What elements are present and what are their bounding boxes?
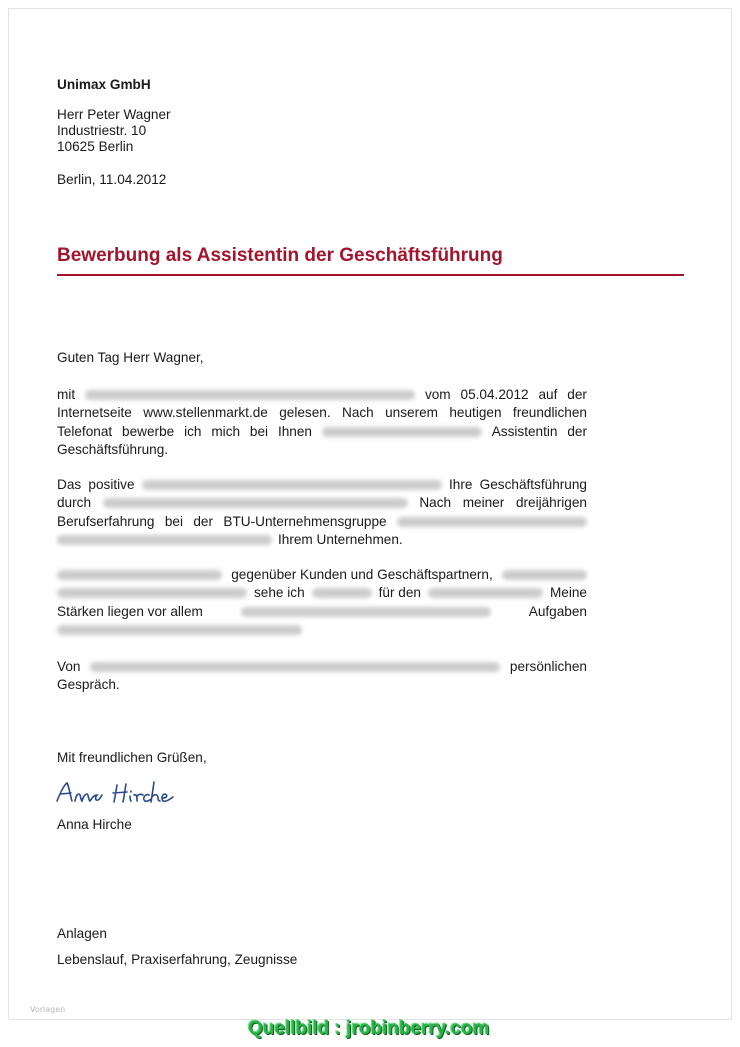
text-run: heutigen: [449, 405, 502, 421]
text-run: Berufserfahrung: [57, 513, 155, 529]
redacted-text: [57, 588, 247, 598]
recipient-city: 10625 Berlin: [57, 139, 134, 154]
text-run: BTU-Unternehmensgruppe: [223, 513, 387, 529]
text-run: bei: [249, 423, 269, 439]
date-line: Berlin, 11.04.2012: [57, 172, 167, 187]
text-run: positive: [88, 477, 135, 492]
redacted-text: [241, 607, 491, 617]
text-run: Ihre: [448, 477, 473, 492]
text-run: mit: [57, 387, 76, 402]
text-run: vom: [424, 387, 451, 402]
redacted-text: [57, 570, 222, 580]
redacted-text: [57, 535, 272, 545]
text-run: Geschäftsführung.: [57, 441, 169, 457]
text-run: persönlichen: [509, 659, 587, 674]
redacted-text: [90, 662, 500, 672]
text-run: Von: [57, 659, 81, 674]
text-run: 05.04.2012: [460, 387, 529, 402]
paragraph-line: [57, 404, 587, 422]
paragraph-4: [57, 658, 587, 695]
paragraph-line: [57, 566, 587, 584]
text-run: Geschäftsführung: [479, 477, 587, 492]
redacted-text: [85, 390, 415, 400]
text-run: meiner: [462, 495, 505, 511]
paragraph-1: [57, 386, 587, 459]
text-run: durch: [57, 495, 92, 511]
paragraph-line: [57, 658, 587, 676]
paragraph-line: [57, 513, 587, 531]
subject-heading: Bewerbung als Assistentin der Geschäftsführung: [57, 245, 503, 266]
attachments-list: Lebenslauf, Praxiserfahrung, Zeugnisse: [57, 952, 298, 967]
text-run: bewerbe: [122, 423, 175, 439]
footer-watermark: Vorlagen: [30, 1005, 66, 1014]
redacted-text: [103, 498, 408, 508]
text-run: Nach: [342, 405, 374, 421]
paragraph-line: [57, 441, 587, 459]
text-run: der: [567, 387, 587, 402]
paragraph-line: [57, 531, 587, 549]
paragraph-line: [57, 476, 587, 494]
paragraph-line: [57, 584, 587, 602]
text-run: dreijährigen: [515, 495, 587, 511]
text-run: der: [567, 423, 587, 439]
redacted-text: [57, 625, 302, 635]
text-run: Nach: [419, 495, 452, 511]
handwritten-signature: [55, 777, 185, 811]
text-run: mich: [211, 423, 241, 439]
text-run: Stärken liegen vor allem: [57, 603, 203, 619]
paragraph-line: [57, 603, 587, 621]
text-run: auf: [538, 387, 558, 402]
greeting: Guten Tag Herr Wagner,: [57, 350, 204, 365]
paragraph-line: [57, 676, 587, 694]
redacted-text: [502, 570, 587, 580]
subject-rule: [57, 274, 684, 276]
redacted-text: [142, 480, 442, 490]
text-run: Internetseite: [57, 405, 132, 421]
text-run: www.stellenmarkt.de: [143, 405, 268, 421]
text-run: sehe ich: [254, 585, 305, 601]
text-run: gegenüber Kunden und Geschäftspartnern,: [231, 567, 493, 582]
text-run: Meine: [549, 585, 587, 601]
paragraph-line: [57, 423, 587, 441]
text-run: Gespräch.: [57, 677, 120, 693]
text-run: Ihrem Unternehmen.: [278, 531, 403, 547]
text-run: für den: [378, 585, 421, 601]
text-run: gelesen.: [279, 405, 331, 421]
text-run: Aufgaben: [528, 603, 587, 619]
text-run: unserem: [385, 405, 438, 421]
paragraph-3: [57, 566, 587, 639]
text-run: freundlichen: [512, 405, 587, 421]
redacted-text: [397, 517, 587, 527]
paragraph-line: [57, 494, 587, 512]
recipient-street: Industriestr. 10: [57, 123, 147, 138]
closing-line: Mit freundlichen Grüßen,: [57, 750, 207, 765]
redacted-text: [428, 588, 543, 598]
attachments-heading: Anlagen: [57, 926, 107, 941]
text-run: bei: [164, 513, 183, 529]
recipient-name: Herr Peter Wagner: [57, 107, 171, 122]
text-run: Ihnen: [277, 423, 312, 439]
redacted-text: [322, 427, 482, 437]
source-credit: Quellbild : jrobinberry.com: [248, 1018, 490, 1039]
paragraph-line: [57, 621, 587, 639]
text-run: ich: [184, 423, 202, 439]
text-run: Das: [57, 477, 82, 492]
paragraph-2: [57, 476, 587, 549]
text-run: der: [193, 513, 214, 529]
text-run: Telefonat: [57, 423, 113, 439]
signature-name: Anna Hirche: [57, 817, 132, 832]
paragraph-line: [57, 386, 587, 404]
text-run: Assistentin: [491, 423, 558, 439]
redacted-text: [312, 588, 372, 598]
sender-company: Unimax GmbH: [57, 77, 151, 92]
